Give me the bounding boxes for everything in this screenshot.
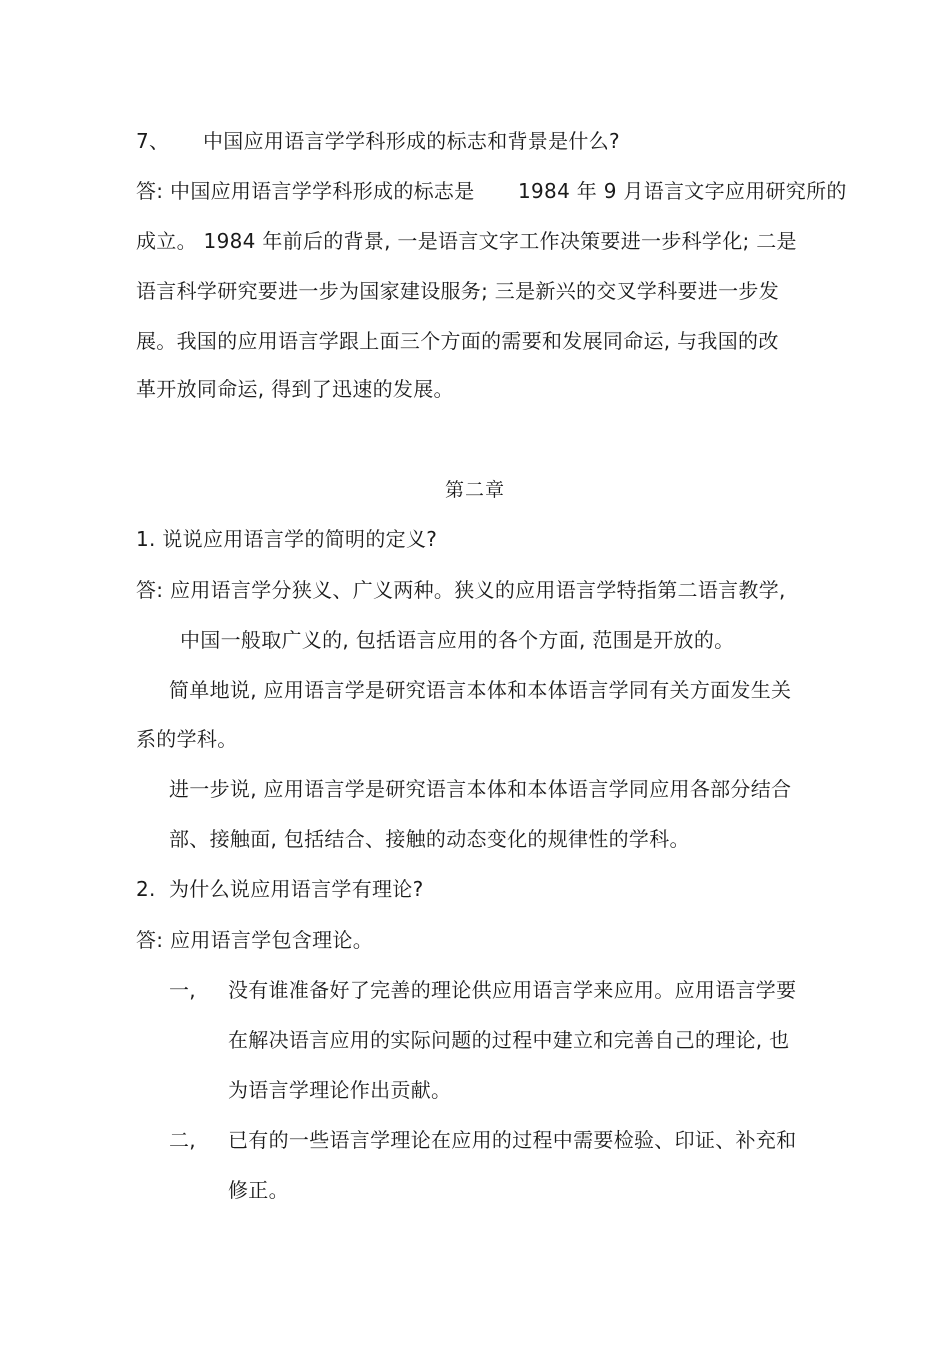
q2-point-1-line-1: 没有谁准备好了完善的理论供应用语言学来应用。应用语言学要 (228, 978, 797, 1002)
q1-answer-line-2: 中国一般取广义的, 包括语言应用的各个方面, 范围是开放的。 (180, 628, 735, 652)
q7-number: 7、 (136, 129, 170, 153)
q1-answer-line-1 (136, 577, 786, 603)
q2-point-1-marker: 一, (169, 978, 196, 1002)
q2-answer-intro: 应用语言学包含理论。 (170, 928, 374, 952)
q7-answer-line-1 (136, 178, 475, 204)
q2-answer-label: 答: (136, 928, 164, 952)
q2-question: 为什么说应用语言学有理论? (169, 877, 424, 901)
q1-answer-line-6: 部、接触面, 包括结合、接触的动态变化的规律性的学科。 (169, 827, 690, 851)
q7-answer-line-3: 语言科学研究要进一步为国家建设服务; 三是新兴的交叉学科要进一步发 (136, 279, 779, 303)
q1-answer-line-3: 简单地说, 应用语言学是研究语言本体和本体语言学同有关方面发生关 (169, 678, 792, 702)
q7-answer-text-1b: 1984 年 9 月语言文字应用研究所的 (518, 179, 847, 203)
q7-answer-label: 答: (136, 179, 164, 203)
q1-answer-label: 答: (136, 578, 164, 602)
q7-answer-line-4: 展。我国的应用语言学跟上面三个方面的需要和发展同命运, 与我国的改 (136, 329, 779, 353)
chapter-title: 第二章 (444, 479, 505, 501)
q2-point-1-line-2: 在解决语言应用的实际问题的过程中建立和完善自己的理论, 也 (228, 1028, 790, 1052)
q2-number: 2. (136, 877, 156, 901)
q1-answer-text-1: 应用语言学分狭义、广义两种。狭义的应用语言学特指第二语言教学, (170, 578, 786, 602)
q7-answer-line-2: 成立。 1984 年前后的背景, 一是语言文字工作决策要进一步科学化; 二是 (136, 229, 797, 253)
q2-point-1-line-3: 为语言学理论作出贡献。 (228, 1078, 452, 1102)
q7-question: 中国应用语言学学科形成的标志和背景是什么? (203, 129, 620, 153)
q7-answer-text-1a: 中国应用语言学学科形成的标志是 (170, 179, 475, 203)
q1-question: 1. 说说应用语言学的简明的定义? (136, 527, 438, 551)
q7-answer-line-5: 革开放同命运, 得到了迅速的发展。 (136, 377, 454, 401)
q2-point-2-line-1: 已有的一些语言学理论在应用的过程中需要检验、印证、补充和 (228, 1128, 797, 1152)
q2-point-2-marker: 二, (169, 1128, 196, 1152)
q2-answer-line (136, 927, 373, 953)
q1-answer-line-5: 进一步说, 应用语言学是研究语言本体和本体语言学同应用各部分结合 (169, 777, 792, 801)
q2-point-2-line-2: 修正。 (228, 1178, 289, 1202)
q1-answer-line-4: 系的学科。 (136, 727, 238, 751)
